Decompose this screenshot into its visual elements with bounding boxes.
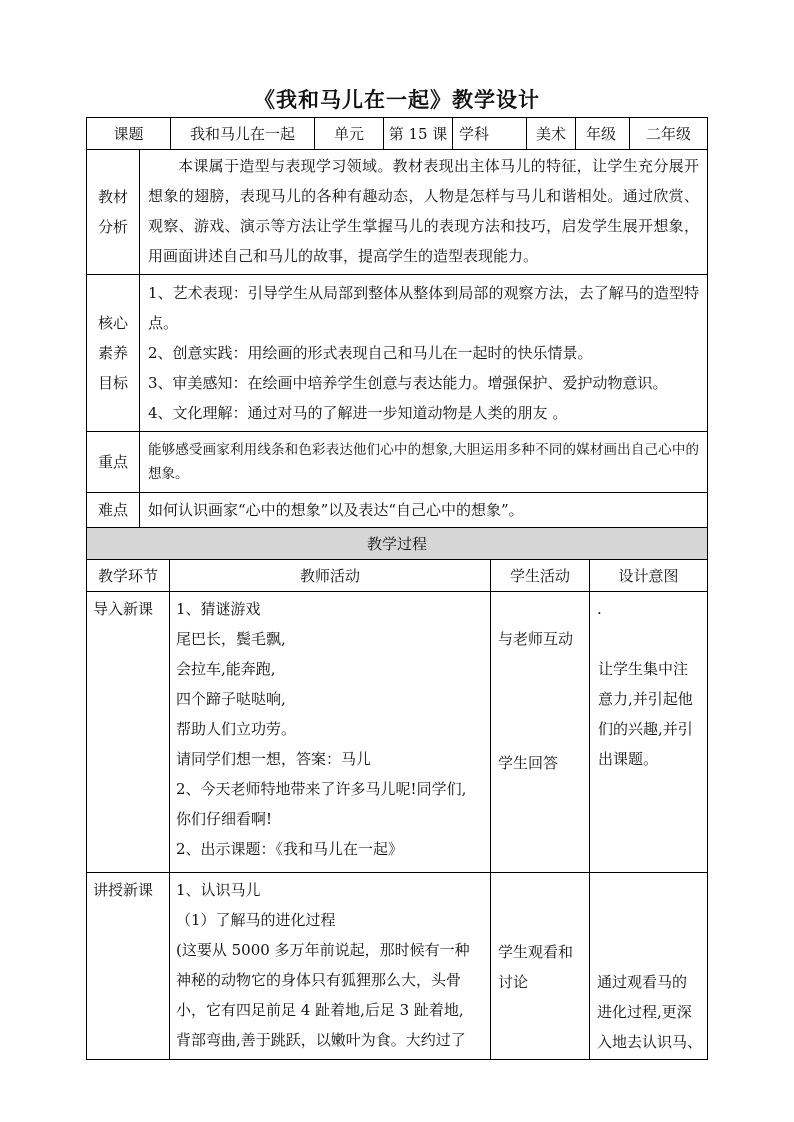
literacy-label-line: 素养 (97, 344, 128, 362)
analysis-label-line: 分析 (97, 218, 128, 236)
intent-line: 进化过程,更深 (597, 1003, 692, 1021)
student-text (498, 937, 573, 997)
analysis-label-line: 教材 (97, 188, 128, 206)
teacher-line: 会拉车,能奔跑, (176, 660, 276, 678)
process-header: 教学过程 (86, 527, 708, 560)
intent-new-lesson (589, 872, 708, 1060)
intent-line: 入地去认识马、 (597, 1033, 703, 1051)
intent-intro (589, 591, 708, 873)
unit-label: 单元 (314, 117, 384, 150)
literacy-item: 1、艺术表现：引导学生从局部到整体从整体到局部的观察方法，去了解马的造型特点。 (148, 284, 699, 332)
teacher-activity-intro (169, 591, 491, 873)
intent-line: 出课题。 (598, 750, 659, 768)
intent-mark: . (597, 600, 602, 618)
literacy-items (139, 274, 708, 432)
subject-label: 学科 (452, 117, 527, 150)
column-header-student: 学生活动 (490, 559, 590, 592)
intent-text (597, 967, 702, 1057)
intent-text (598, 654, 693, 774)
teacher-line: 背部弯曲,善于跳跃，以嫩叶为食。大约过了 (176, 1031, 466, 1049)
intent-line: 让学生集中注 (598, 660, 689, 678)
student-activity-intro (490, 591, 590, 873)
grade-label: 年级 (575, 117, 630, 150)
intent-line: 通过观看马的 (597, 973, 688, 991)
teacher-line: 小，它有四足前足 4 趾着地,后足 3 趾着地, (176, 1001, 464, 1019)
stage-intro: 导入新课 (86, 591, 170, 873)
document-title: 《我和马儿在一起》教学设计 (254, 87, 540, 112)
intent-line: 们的兴趣,并引 (598, 720, 693, 738)
teacher-line: 请同学们想一想，答案：马儿 (176, 750, 372, 768)
teacher-line: 神秘的动物它的身体只有狐狸那么大，头骨 (176, 971, 462, 989)
teacher-line: 2、今天老师特地带来了许多马儿呢!同学们, (176, 780, 467, 798)
teacher-line: 1、猜谜游戏 (176, 600, 261, 618)
student-line: 讨论 (498, 973, 529, 991)
teacher-line: （1）了解马的进化过程 (176, 911, 336, 929)
column-header-teacher: 教师活动 (169, 559, 491, 592)
teacher-line: (这要从 5000 多万年前说起，那时候有一种 (176, 941, 470, 959)
literacy-item: 4、文化理解：通过对马的了解进一步知道动物是人类的朋友 。 (148, 404, 568, 422)
teacher-line: 帮助人们立功劳。 (176, 720, 297, 738)
teacher-line: 尾巴长，鬓毛飘, (176, 630, 286, 648)
column-header-intent: 设计意图 (589, 559, 708, 592)
course-value: 我和马儿在一起 (170, 117, 315, 150)
student-line: 学生回答 (498, 754, 559, 772)
analysis-text: 本课属于造型与表现学习领域。教材表现出主体马儿的特征，让学生充分展开想象的翅膀，表现马儿的各种有趣动态，人物是怎样与马儿和谐相处。通过欣赏、观察、游戏、演示等方法让学生掌握马儿的表现方法和技巧，启发学生展开想象，用画面讲述自己和马儿的故事，提高学生的造型表现能力。 (139, 149, 708, 275)
teacher-line: 你们仔细看啊! (176, 810, 273, 828)
literacy-label-line: 核心 (97, 314, 128, 332)
focus-text: 能够感受画家利用线条和色彩表达他们心中的想象,大胆运用多种不同的媒材画出自己心中的想象。 (139, 431, 708, 493)
grade-value: 二年级 (629, 117, 708, 150)
student-line: 与老师互动 (498, 630, 574, 648)
stage-new-lesson: 讲授新课 (86, 872, 170, 1060)
course-label: 课题 (86, 117, 171, 150)
teacher-line: 1、认识马儿 (176, 881, 261, 899)
focus-label: 重点 (86, 431, 140, 493)
difficulty-text: 如何认识画家“心中的想象”以及表达“自己心中的想象”。 (139, 492, 708, 528)
student-line: 学生观看和 (498, 943, 574, 961)
subject-value: 美术 (526, 117, 576, 150)
literacy-label-line: 目标 (97, 374, 128, 392)
difficulty-label: 难点 (86, 492, 140, 528)
unit-value: 第 15 课 (383, 117, 453, 150)
literacy-item: 2、创意实践：用绘画的形式表现自己和马儿在一起时的快乐情景。 (148, 344, 593, 362)
teacher-line: 四个蹄子哒哒响, (176, 690, 286, 708)
literacy-item: 3、审美感知：在绘画中培养学生创意与表达能力。增强保护、爱护动物意识。 (148, 374, 668, 392)
column-header-stage: 教学环节 (86, 559, 170, 592)
literacy-label (86, 274, 140, 432)
intent-line: 意力,并引起他 (598, 690, 693, 708)
analysis-label (86, 149, 140, 275)
teacher-activity-new-lesson (169, 872, 491, 1060)
student-activity-new-lesson (490, 872, 590, 1060)
teacher-line: 2、出示课题：《我和马儿在一起》 (176, 840, 404, 858)
